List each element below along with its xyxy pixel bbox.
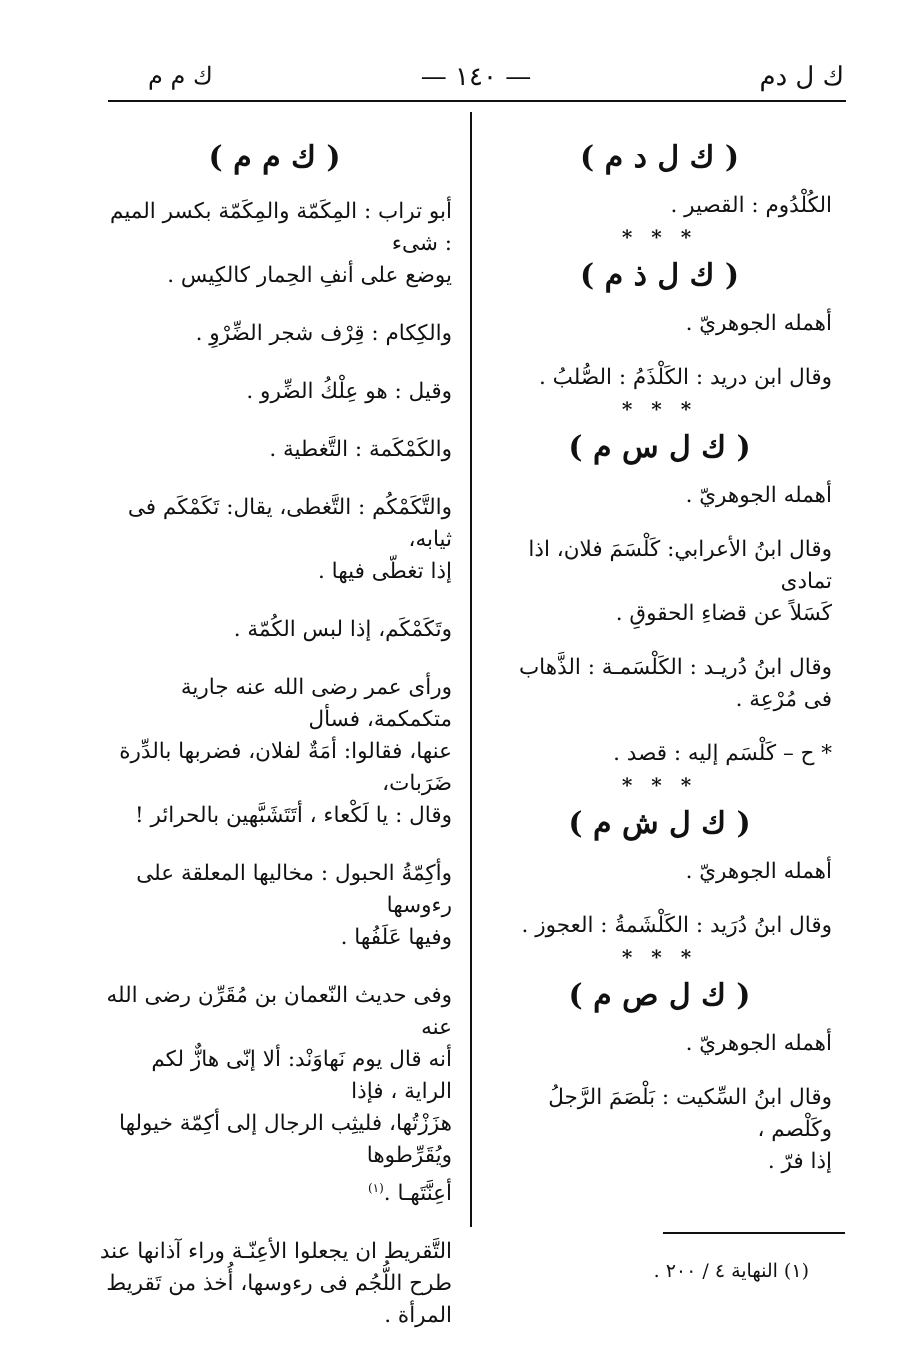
header-root-left: ك م م [148, 62, 213, 90]
entry-heading-kmm: ( ك م م ) [208, 140, 341, 175]
section-separator: * * * [621, 945, 698, 969]
footnote-marker: (١) [367, 1181, 384, 1195]
entry-heading-klshm: ( ك ل ش م ) [568, 806, 751, 841]
paragraph-line: أنه قال يوم نَهاوَنْد: ألا إنّى هازٌّ لكم الراية ، فإذا [151, 1047, 452, 1104]
paragraph-block [487, 534, 832, 630]
running-header [108, 60, 844, 100]
paragraph-line: إذا تغطّى فيها . [318, 559, 452, 584]
paragraph-block [487, 1082, 832, 1178]
column-divider [470, 112, 472, 1227]
paragraph: وتَكَمْكَم، إذا لبس الكُمّة . [233, 617, 452, 642]
footnote: (١) النهاية ٤ / ٢٠٠ . [653, 1260, 809, 1282]
left-column [97, 128, 452, 1332]
paragraph-line: وقال ابنُ الأعرابي: كَلْسَمَ فلان، اذا تمادى [528, 537, 832, 594]
entry-heading-kldm: ( ك ل د م ) [579, 140, 740, 175]
paragraph-line: يوضع على أنفِ الحِمار كالكِيس . [167, 263, 452, 288]
header-rule [108, 100, 846, 102]
paragraph-block [487, 652, 832, 716]
paragraph-block [97, 196, 452, 292]
paragraph: والكِكام : قِرْف شجر الضِّرْوِ . [195, 321, 452, 346]
paragraph-line: طرح اللُّجُم فى رءوسها، أُخذ من تَقريط المرأة . [106, 1271, 452, 1329]
paragraph-line: فى مُرْعِة . [735, 687, 832, 712]
paragraph-line: وفيها عَلَفُها . [340, 925, 452, 950]
header-root-right: ك ل دم [759, 62, 844, 92]
paragraph: وقال ابن دريد : الكَلْذَمُ : الصُّلبُ . [538, 365, 832, 390]
entry-heading-klsm2: ( ك ل ص م ) [568, 978, 751, 1013]
paragraph-line: ورأى عمر رضى الله عنه جارية متكمكمة، فسأل [180, 675, 452, 732]
paragraph-block [97, 858, 452, 954]
paragraph-text: أعِنَّتَهـا . [383, 1181, 452, 1207]
section-separator: * * * [621, 225, 698, 249]
paragraph-line: وأكِمّةُ الحبول : مخاليها المعلقة على رءوسها [136, 861, 452, 918]
page-number: — ١٤٠ — [420, 62, 532, 92]
section-separator: * * * [621, 773, 698, 797]
paragraph: أهمله الجوهريّ . [685, 311, 832, 336]
paragraph: * ح – كَلْسَم إليه : قصد . [613, 741, 832, 766]
right-column [487, 128, 832, 1178]
footnote-rule [663, 1232, 845, 1234]
section-separator: * * * [621, 397, 698, 421]
paragraph-block [97, 492, 452, 588]
paragraph-line: وقال ابنُ دُريـد : الكَلْسَمـة : الذَّهاب [518, 655, 832, 680]
paragraph: والكَمْكَمة : التَّغطية . [269, 437, 452, 462]
paragraph-line: وقال : يا لَكْعاء ، أتَتَشَبَّهين بالحرائر ! [134, 803, 452, 828]
paragraph-line: إذا فرّ . [767, 1149, 832, 1174]
paragraph: أهمله الجوهريّ . [685, 859, 832, 884]
paragraph-line: كَسَلاً عن قضاءِ الحقوقِ . [615, 601, 832, 626]
paragraph: وقيل : هو عِلْكُ الضِّرو . [246, 379, 452, 404]
paragraph: أهمله الجوهريّ . [685, 1031, 832, 1056]
paragraph-line: هزَزْتُها، فليثِب الرجال إلى أكِمّة خيولها ويُقَرِّطوها [119, 1111, 452, 1168]
paragraph-line: وقال ابنُ السِّكيت : بَلْصَمَ الرَّجلُ وكَلْصم ، [548, 1085, 832, 1142]
paragraph-line: التَّقريط ان يجعلوا الأعِنّـة وراء آذانها عند [99, 1239, 452, 1265]
paragraph-line: عنها، فقالوا: أمَةٌ لفلان، فضربها بالدِّرة ضَرَبات، [119, 739, 452, 796]
paragraph-block [97, 672, 452, 832]
paragraph-line [97, 1172, 452, 1210]
paragraph-line: والتَّكَمْكُم : التَّغطى، يقال: تَكَمْكَم فى ثيابه، [127, 495, 452, 552]
paragraph: الكُلْدُوم : القصير . [670, 193, 832, 218]
entry-heading-klsm: ( ك ل س م ) [568, 430, 751, 465]
paragraph: أهمله الجوهريّ . [685, 483, 832, 508]
paragraph-line: وفى حديث النّعمان بن مُقَرِّن رضى الله عنه [106, 983, 452, 1040]
paragraph-line: أبو تراب : المِكَمّة والمِكَمّة بكسر الميم : شىء [110, 199, 452, 256]
entry-heading-kldhm: ( ك ل ذ م ) [579, 258, 740, 293]
paragraph: وقال ابنُ دُرَيد : الكَلْشَمةُ : العجوز . [521, 913, 832, 938]
paragraph-block [97, 1236, 452, 1332]
paragraph-block [97, 980, 452, 1210]
